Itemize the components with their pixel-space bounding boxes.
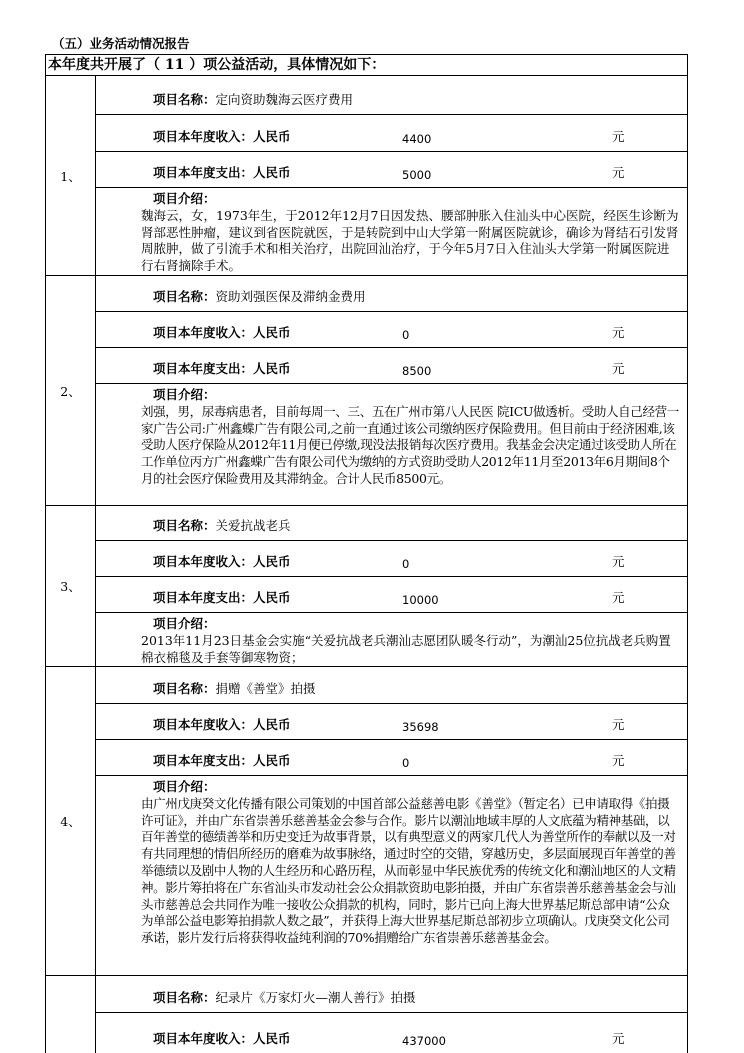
project-name-label: 项目名称：	[153, 289, 216, 304]
project-name-label: 项目名称：	[153, 681, 216, 696]
expense-label: 项目本年度支出：人民币	[153, 165, 291, 180]
expense-row	[95, 740, 687, 776]
expense-row	[95, 152, 687, 188]
intro-row	[95, 776, 687, 975]
intro-text: 魏海云，女，1973年生，于2012年12月7日因发热、腰部肿胀入住汕头中心医院，经医生诊断为肾部恶性肿瘤，建议到省医院就医，于是转院到中山大学第一附属医院就诊，确诊为肾结石引发肾周脓肿，做了引流手术和相关治疗，出院回汕治疗，于今年5月7日入住汕头大学第一附属医院进行右肾摘除手术。	[141, 207, 679, 274]
income-amount: 0	[402, 328, 410, 342]
income-label: 项目本年度收入：人民币	[153, 554, 291, 569]
income-amount: 0	[402, 557, 410, 571]
income-row	[95, 704, 687, 740]
intro-row	[95, 384, 687, 505]
income-amount: 437000	[402, 1034, 446, 1048]
project-number	[46, 976, 96, 1053]
intro-label: 项目介绍：	[153, 779, 216, 794]
expense-unit: 元	[612, 361, 625, 376]
expense-amount: 8500	[402, 364, 432, 378]
project-name-label: 项目名称：	[153, 990, 216, 1005]
expense-label: 项目本年度支出：人民币	[153, 753, 291, 768]
income-row	[95, 115, 687, 152]
income-unit: 元	[612, 554, 625, 569]
project-number: 2、	[46, 276, 96, 505]
project-name-value: 资助刘强医保及滞纳金费用	[215, 289, 366, 304]
project-name-value: 捐赠《善堂》拍摄	[215, 681, 316, 696]
intro-text: 由广州戊庚癸文化传播有限公司策划的中国首部公益慈善电影《善堂》（暂定名）已申请取得《拍摄许可证》，并由广东省崇善乐慈善基金会参与合作。影片以潮汕地域丰厚的人文底蕴为精神基础，以百年善堂的德绩善举和历史变迁为故事背景，以有典型意义的两家几代人为善堂所作的奉献以及一对有共同理想的情侣所经历的磨难为故事脉络，通过时空的交错，穿越历史，多层面展现百年善堂的善举德绩以及剧中人物的人生经历和心路历程，从而彰显中华民族优秀的传统文化和潮汕地区的人文精神。影片筹拍将在广东省汕头市发动社会公众捐款资助电影拍摄，并由广东省崇善乐慈善基金会与汕头市慈善总会共同作为唯一接收公众捐款的机构，同时，影片已向上海大世界基尼斯总部申请“公众为单部公益电影筹拍捐款人数之最”，并获得上海大世界基尼斯总部初步立项确认。戊庚癸文化公司承诺，影片发行后将获得收益纯利润的70%捐赠给广东省崇善乐慈善基金会。	[141, 795, 676, 946]
expense-row	[95, 577, 687, 613]
income-label: 项目本年度收入：人民币	[153, 717, 291, 732]
intro-text: 2013年11月23日基金会实施“关爱抗战老兵潮汕志愿团队暖冬行动”，为潮汕25位抗战老兵购置棉衣棉毯及手套等御寒物资；	[141, 632, 671, 665]
project-block-3	[45, 506, 688, 667]
activity-table	[45, 54, 688, 1053]
project-block-4	[45, 667, 688, 976]
project-block-2	[45, 276, 688, 506]
income-unit: 元	[612, 129, 625, 144]
project-number: 1、	[46, 76, 96, 275]
income-unit: 元	[612, 1031, 625, 1046]
project-name-row	[95, 976, 687, 1013]
intro-label: 项目介绍：	[153, 191, 216, 206]
project-name-row	[95, 76, 687, 115]
section-title: （五）业务活动情况报告	[52, 36, 190, 51]
expense-label: 项目本年度支出：人民币	[153, 590, 291, 605]
expense-row	[95, 348, 687, 384]
project-block-5	[45, 976, 688, 1053]
project-name-value: 关爱抗战老兵	[215, 518, 291, 533]
expense-amount: 5000	[402, 168, 432, 182]
expense-amount: 0	[402, 756, 410, 770]
intro-row	[95, 188, 687, 275]
project-name-label: 项目名称：	[153, 518, 216, 533]
income-row	[95, 541, 687, 577]
project-name-value: 定向资助魏海云医疗费用	[215, 92, 354, 107]
expense-unit: 元	[612, 165, 625, 180]
project-name-row	[95, 506, 687, 541]
intro-row	[95, 613, 687, 666]
project-name-value: 纪录片《万家灯火—潮人善行》拍摄	[215, 990, 416, 1005]
expense-label: 项目本年度支出：人民币	[153, 361, 291, 376]
table-header: 本年度共开展了（ 11 ）项公益活动，具体情况如下：	[45, 54, 688, 76]
intro-label: 项目介绍：	[153, 387, 216, 402]
project-name-label: 项目名称：	[153, 92, 216, 107]
income-row	[95, 312, 687, 348]
expense-amount: 10000	[402, 593, 439, 607]
project-number: 4、	[46, 667, 96, 975]
project-block-1	[45, 76, 688, 276]
project-name-row	[95, 276, 687, 312]
income-unit: 元	[612, 717, 625, 732]
income-label: 项目本年度收入：人民币	[153, 1031, 291, 1046]
income-label: 项目本年度收入：人民币	[153, 325, 291, 340]
intro-label: 项目介绍：	[153, 616, 216, 631]
project-name-row	[95, 667, 687, 704]
expense-unit: 元	[612, 590, 625, 605]
intro-text: 刘强，男，尿毒病患者，目前每周一、三、五在广州市第八人民医 院ICU做透析。受助人自己经营一家广告公司:广州鑫蝶广告有限公司,之前一直通过该公司缴纳医疗保险费用。但目前由于经济困难,该受助人医疗保险从2012年11月便已停缴,现没法报销每次医疗费用。我基金会决定通过该受助人所在工作单位丙方广州鑫蝶广告有限公司代为缴纳的方式资助受助人2012年11月至2013年6月期间8个月的社会医疗保险费用及其滞纳金。合计人民币8500元。	[141, 403, 679, 486]
income-amount: 4400	[402, 132, 432, 146]
income-unit: 元	[612, 325, 625, 340]
income-amount: 35698	[402, 720, 439, 734]
expense-unit: 元	[612, 753, 625, 768]
income-row	[95, 1013, 687, 1053]
project-number: 3、	[46, 506, 96, 666]
income-label: 项目本年度收入：人民币	[153, 129, 291, 144]
